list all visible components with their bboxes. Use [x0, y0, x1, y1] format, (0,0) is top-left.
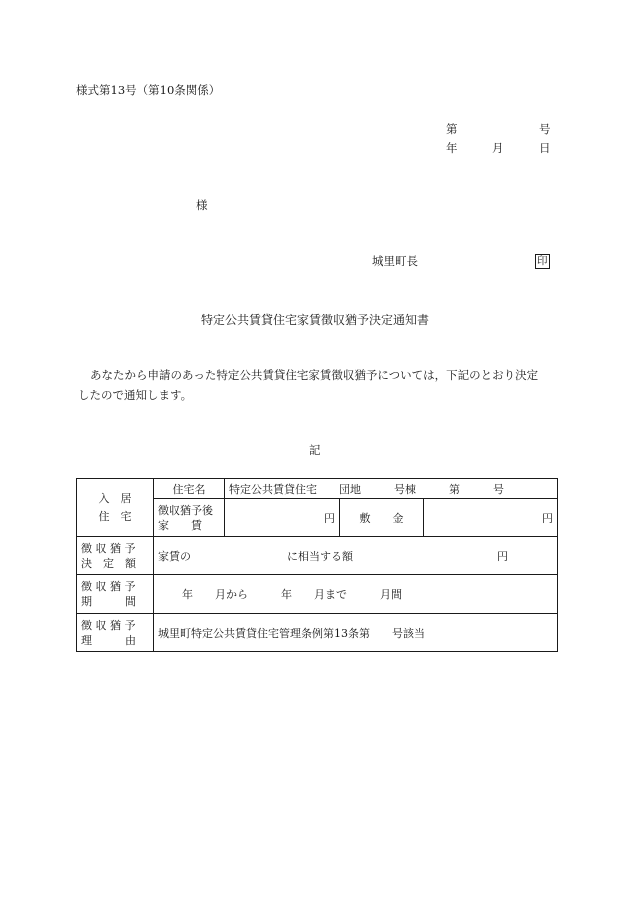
- period-cell: 年 月から 年 月まで 月間: [154, 575, 558, 614]
- table-row: [77, 537, 558, 575]
- date-year: 年: [446, 141, 458, 155]
- amount-yen: 円: [497, 549, 508, 563]
- body-line-1: あなたから申請のあった特定公共賃貸住宅家賃徴収猶予については，下記のとおり決定: [90, 368, 539, 382]
- form-label: 様式第13号（第10条関係）: [76, 83, 221, 97]
- date-month: 月: [492, 141, 504, 155]
- addressee-suffix: 様: [196, 198, 208, 212]
- header-reason-l2: 理 由: [81, 633, 136, 647]
- reason-cell: 城里町特定公共賃貸住宅管理条例第13条第 号該当: [154, 614, 558, 652]
- header-amount-l2: 決 定 額: [81, 556, 136, 570]
- table-row: [77, 479, 558, 499]
- date-day: 日: [539, 141, 551, 155]
- header-period: [77, 575, 154, 614]
- header-reason: [77, 614, 154, 652]
- house-name-label: 住宅名: [154, 479, 225, 499]
- body-line-2: したので通知します。: [78, 388, 193, 402]
- header-period-l2: 期 間: [81, 595, 136, 608]
- header-amount: [77, 537, 154, 575]
- header-residence-l2: 住 宅: [98, 509, 132, 523]
- issuer: 城里町長: [372, 254, 418, 268]
- number-go: 号: [539, 122, 551, 136]
- table-row: [77, 575, 558, 614]
- header-amount-l1: 徴 収 猶 予: [81, 541, 136, 555]
- rent-after-label: [154, 499, 225, 537]
- rent-after-label-l2: 家 賃: [158, 518, 202, 532]
- number-dai: 第: [446, 122, 458, 136]
- table-row: [77, 614, 558, 652]
- deposit-label: 敷 金: [340, 499, 424, 537]
- seal-mark: 印: [537, 255, 548, 267]
- amount-prefix: 家賃の: [158, 549, 191, 563]
- header-reason-l1: 徴 収 猶 予: [81, 618, 136, 632]
- notice-table: [76, 478, 558, 652]
- ki-heading: 記: [309, 443, 321, 457]
- house-name-value: 特定公共賃貸住宅 団地 号棟 第 号: [225, 479, 558, 499]
- amount-cell: [154, 537, 558, 575]
- deposit-value: 円: [424, 499, 558, 537]
- header-period-l1: 徴 収 猶 予: [81, 580, 136, 593]
- document-title: 特定公共賃貸住宅家賃徴収猶予決定通知書: [201, 313, 430, 327]
- header-residence-l1: 入 居: [98, 491, 132, 505]
- rent-after-label-l1: 徴収猶予後: [158, 503, 213, 517]
- header-residence: [77, 479, 154, 537]
- rent-after-value: 円: [225, 499, 340, 537]
- amount-mid: に相当する額: [287, 549, 353, 563]
